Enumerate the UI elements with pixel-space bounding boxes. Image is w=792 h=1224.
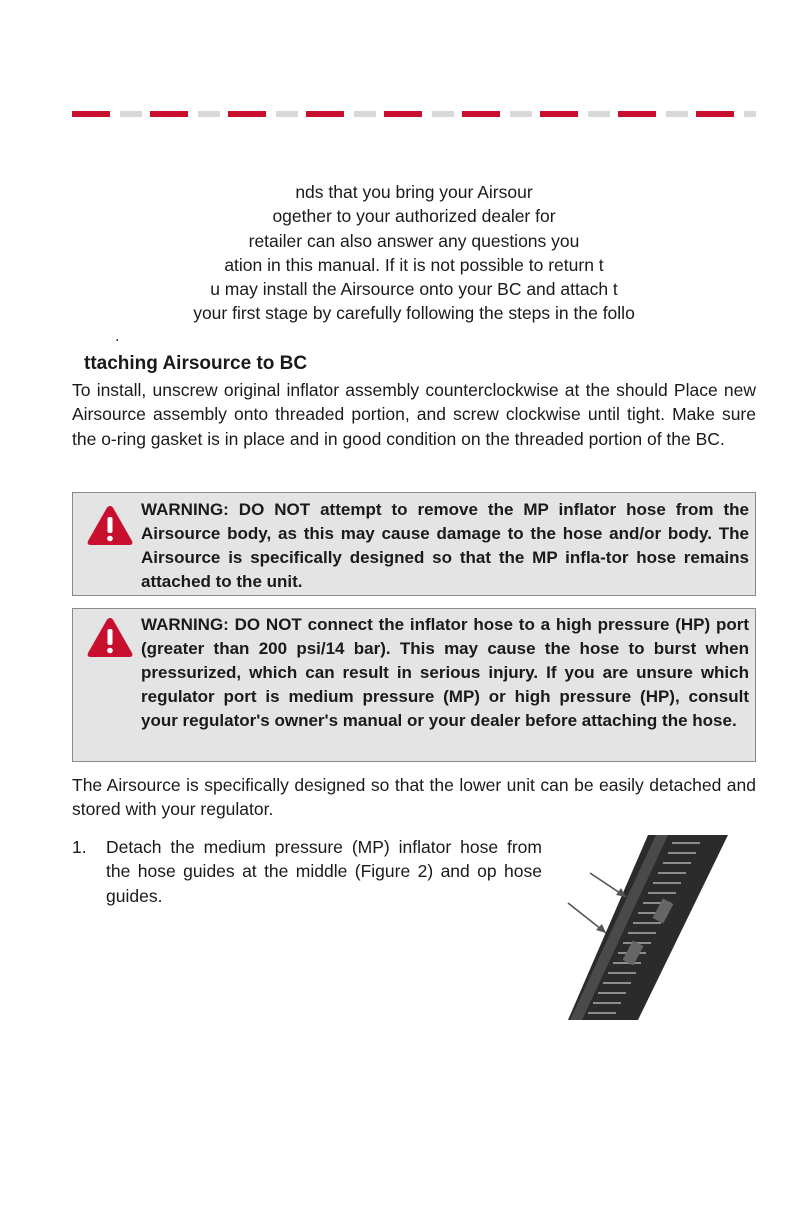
intro-line: ation in this manual. If it is not possible to return t <box>224 254 604 275</box>
install-paragraph: To install, unscrew original inflator assembly counterclockwise at the should Place new Airsource assembly onto threaded portion, and screw clockwise until tight. Make sure the o-ring gasket is in place and in good condition on the threaded portion of the BC. <box>72 380 756 449</box>
intro-trailing-mark: . <box>115 328 120 345</box>
warning-box-hose-removal <box>72 492 756 596</box>
intro-line: u may install the Airsource onto your BC and attach t <box>210 279 618 300</box>
step-number: 1. <box>72 837 87 857</box>
section-title: ttaching Airsource to BC <box>84 353 308 374</box>
warning-text: WARNING: DO NOT connect the inflator hose to a high pressure (HP) port (greater than 200 psi/14 bar). This may cause the hose to burst when pressurized, which can result in serious injury. If you are unsure which regulator port is medium pressure (MP) or high pressure (HP), consult your regulator's owner's manual or your dealer before attaching the hose. <box>141 615 749 730</box>
intro-line: retailer can also answer any questions you <box>248 230 580 251</box>
intro-paragraph <box>72 180 756 326</box>
detach-paragraph: The Airsource is specifically designed so that the lower unit can be easily detached and stored with your regulator. <box>72 775 756 820</box>
intro-line: ogether to your authorized dealer for <box>272 206 556 227</box>
warning-triangle-icon <box>85 503 135 549</box>
intro-line: nds that you bring your Airsour <box>295 182 533 202</box>
hose-guide-figure <box>560 835 730 1020</box>
step-text: Detach the medium pressure (MP) inflator hose from the hose guides at the middle (Figure 2) and op hose guides. <box>106 837 542 906</box>
warning-text: WARNING: DO NOT attempt to remove the MP inflator hose from the Airsource body, as this may cause damage to the hose and/or body. The Airsource is specifically designed so that the MP infla-tor hose remains attached to the unit. <box>141 500 749 591</box>
warning-triangle-icon <box>85 615 135 661</box>
warning-box-hp-port <box>72 608 756 762</box>
header-divider-stripe <box>72 111 756 117</box>
intro-line: your first stage by carefully following the steps in the follo <box>193 303 635 324</box>
